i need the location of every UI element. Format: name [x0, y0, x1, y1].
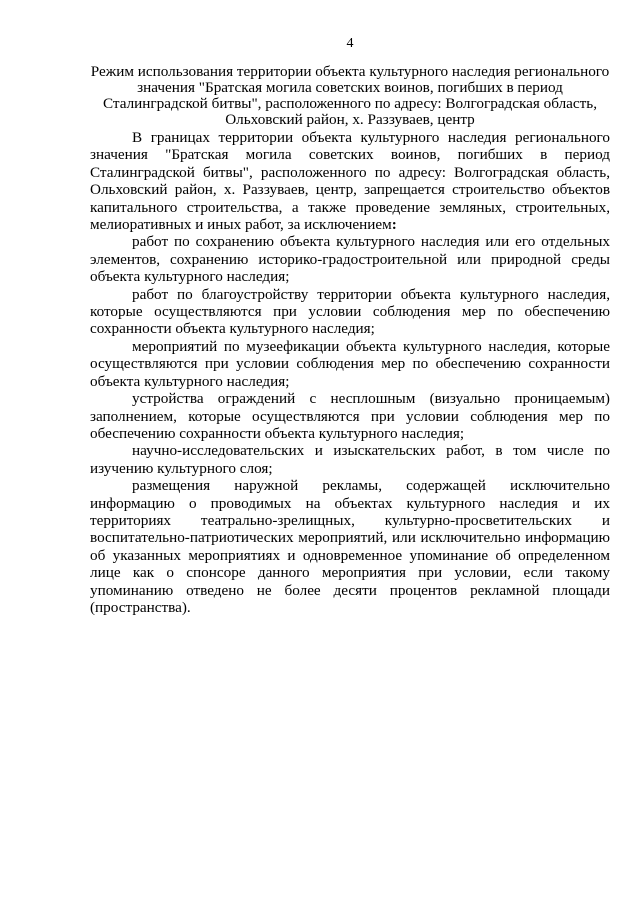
- title-line: Ольховский район, х. Раззуваев, центр: [225, 111, 475, 128]
- exception-item: работ по сохранению объекта культурного наследия или его отдельных элементов, сохранению историко-градостроительной или природной среды объекта культурного наследия;: [90, 233, 610, 286]
- exception-item: научно-исследовательских и изыскательских работ, в том числе по изучению культурного слоя;: [90, 442, 610, 477]
- intro-text: В границах территории объекта культурного наследия регионального значения "Братская могила советских воинов, погибших в период Сталинградской битвы", расположенного по адресу: Волгоградская область, Ольховский район, х. Раззуваев, центр, запрещается строительство объектов капитального строительства, а также проведение земляных, строительных, мелиоративных и иных работ, за исключением: [90, 129, 610, 234]
- intro-colon: :: [391, 216, 397, 234]
- exception-item: мероприятий по музеефикации объекта культурного наследия, которые осуществляются при условии соблюдения мер по обеспечению сохранности объекта культурного наследия;: [90, 337, 610, 390]
- page-number: 4: [346, 36, 354, 51]
- exception-item: размещения наружной рекламы, содержащей исключительно информацию о проводимых на объектах культурного наследия и их территориях театрально-зрелищных, культурно-просветительских и воспитательно-патриотических мероприятий, или исключительно информацию об указанных мероприятиях и одновременное упоминание об определенном лице как о спонсоре данного мероприятия при условии, если такому упоминанию отведено не более десяти процентов рекламной площади (пространства).: [90, 477, 610, 616]
- exception-item: работ по благоустройству территории объекта культурного наследия, которые осуществляются при условии соблюдения мер по обеспечению сохранности объекта культурного наследия;: [90, 285, 610, 338]
- document-body: [90, 129, 610, 616]
- document-title: [86, 64, 614, 128]
- title-line: Сталинградской битвы", расположенного по адресу: Волгоградская область,: [102, 95, 598, 112]
- title-line: значения "Братская могила советских воинов, погибших в период: [137, 79, 563, 96]
- intro-paragraph: [90, 129, 610, 233]
- title-line: Режим использования территории объекта культурного наследия регионального: [90, 63, 610, 80]
- exception-item: устройства ограждений с несплошным (визуально проницаемым) заполнением, которые осуществляются при условии соблюдения мер по обеспечению сохранности объекта культурного наследия;: [90, 390, 610, 442]
